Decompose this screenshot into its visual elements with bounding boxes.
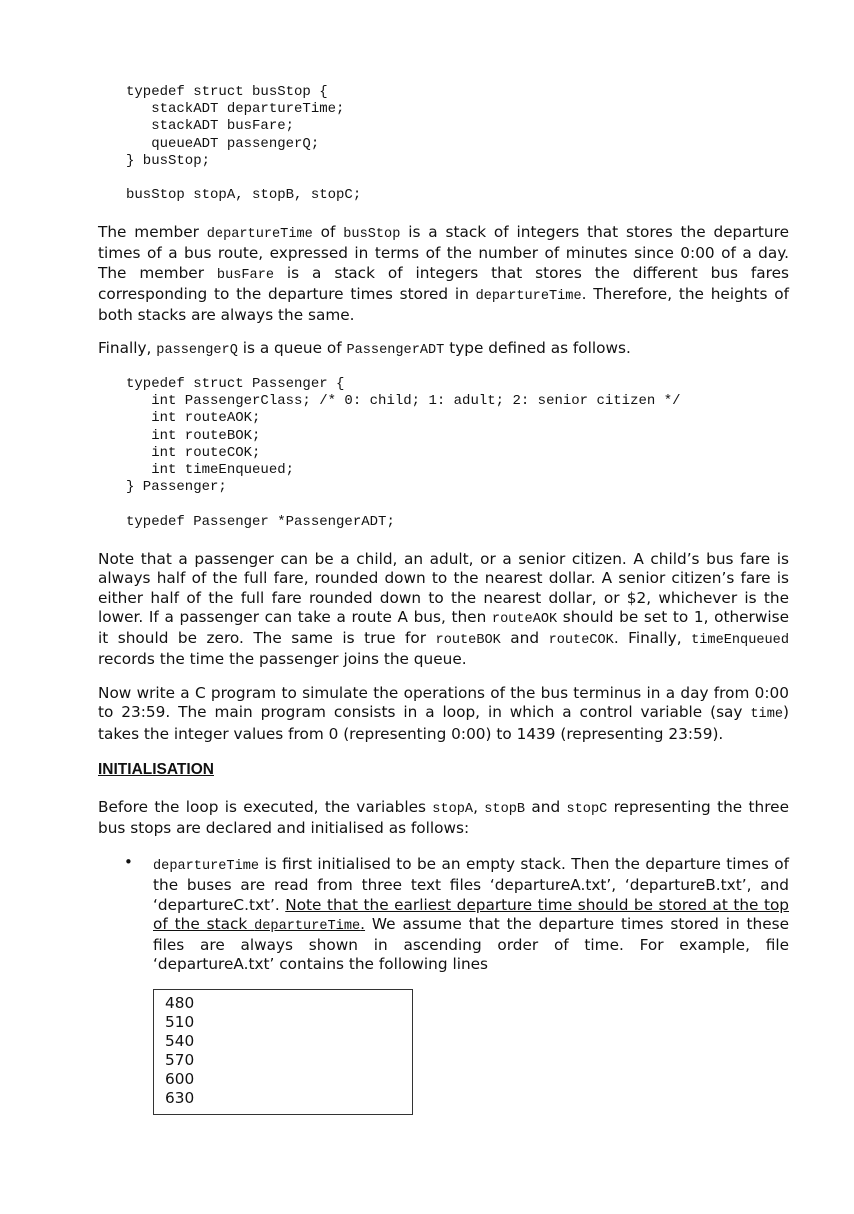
- file-line: 540: [165, 1032, 195, 1050]
- text-run: of: [312, 223, 344, 241]
- code-line: int timeEnqueued;: [126, 462, 295, 479]
- text-run: ) takes the integer values from 0 (representing 0:00) to 1439 (representing 23:59).: [98, 703, 789, 743]
- code-line: int routeBOK;: [126, 427, 261, 444]
- text-run: is a queue of: [237, 339, 347, 357]
- file-line: 600: [165, 1070, 195, 1088]
- file-line: 570: [165, 1051, 195, 1069]
- text-run: ,: [473, 798, 485, 816]
- paragraph-passenger-queue: [98, 339, 789, 360]
- text-run: records the time the passenger joins the queue.: [98, 650, 467, 669]
- file-contents-box: [153, 989, 413, 1115]
- code-line: stackADT busFare;: [126, 118, 295, 135]
- inline-code: routeAOK: [491, 611, 558, 627]
- paragraph-program-description: [98, 684, 789, 744]
- inline-code: passengerQ: [156, 343, 238, 358]
- code-line: int routeCOK;: [126, 444, 261, 461]
- text-run: The member: [98, 223, 207, 241]
- code-line: typedef struct busStop {: [126, 84, 328, 100]
- code-line: } busStop;: [126, 152, 211, 169]
- code-line: } Passenger;: [126, 479, 227, 496]
- paragraph-busstop-members: [98, 223, 789, 325]
- code-block-passenger: [126, 376, 681, 531]
- code-line: int PassengerClass; /* 0: child; 1: adult; 2: senior citizen */: [126, 393, 681, 410]
- inline-code: busFare: [216, 267, 275, 283]
- file-line: 480: [165, 994, 195, 1012]
- paragraph-initialisation-intro: [98, 798, 789, 839]
- inline-code: routeCOK: [548, 633, 614, 649]
- code-line: typedef struct Passenger {: [126, 376, 345, 392]
- text-run: representing the three bus stops are declared and initialised as follows:: [98, 798, 789, 838]
- inline-code: busStop: [343, 227, 401, 242]
- text-run: Finally,: [98, 339, 157, 357]
- section-heading-initialisation: INITIALISATION: [98, 761, 214, 778]
- text-run: should be set to 1, otherwise it should be zero. The same is true for: [98, 607, 789, 648]
- inline-code: departureTime: [254, 918, 361, 934]
- text-run: is first initialised to be an empty stack. Then the departure times of the buses are read from three text files ‘departureA.txt’, ‘departureB.txt’, and ‘departureC.txt’.: [153, 855, 789, 914]
- text-run: .: [360, 914, 366, 933]
- inline-code: time: [750, 707, 784, 723]
- text-run: Note that the earliest departure time should be stored at the top of the stack: [153, 895, 790, 933]
- text-run: We assume that the departure times stored in these files are always shown in ascending order of time. For example, file ‘departureA.txt’ contains the following lines: [153, 914, 789, 974]
- text-run: type defined as follows.: [444, 339, 631, 357]
- inline-code: PassengerADT: [346, 343, 445, 358]
- text-run: . Therefore, the heights of both stacks are always the same.: [98, 284, 789, 325]
- code-line: stackADT departureTime;: [126, 101, 345, 118]
- text-run: Note that a passenger can be a child, an adult, or a senior citizen. A child’s bus fare is always half of the full fare, rounded down to the nearest dollar. A senior citizen’s fare is either half of the full fare rounded down to the nearest dollar, or $2, whichever is the lower. If a passenger can take a route A bus, then: [98, 550, 789, 626]
- text-run: is a stack of integers that stores the departure times of a bus route, expressed in terms of the number of minutes since 0:00 of a day. The member: [98, 223, 789, 282]
- text-run: and: [500, 629, 549, 648]
- inline-code: timeEnqueued: [691, 633, 789, 649]
- bullet-marker: •: [124, 853, 133, 871]
- paragraph-passenger-notes: [98, 550, 789, 670]
- text-run: is a stack of integers that stores the different bus fares corresponding to the departure times stored in: [98, 263, 789, 303]
- file-line: 510: [165, 1013, 195, 1031]
- inline-code: departureTime: [153, 859, 260, 874]
- code-line: queueADT passengerQ;: [126, 135, 320, 152]
- inline-code: stopA: [432, 802, 474, 817]
- inline-code: routeBOK: [435, 633, 501, 649]
- text-run: . Finally,: [613, 629, 692, 648]
- file-line: 630: [165, 1089, 195, 1107]
- inline-code: stopC: [566, 802, 608, 817]
- code-line: int routeAOK;: [126, 410, 261, 427]
- text-run: Before the loop is executed, the variables: [98, 798, 433, 816]
- text-run: Now write a C program to simulate the operations of the bus terminus in a day from 0:00 to 23:59. The main program consists in a loop, in which a control variable (say: [98, 684, 789, 722]
- code-block-busstop: [126, 84, 361, 204]
- inline-code: departureTime: [475, 288, 582, 304]
- inline-code: departureTime: [206, 227, 313, 242]
- code-line: busStop stopA, stopB, stopC;: [126, 187, 362, 204]
- bullet-item-departure-time: [153, 855, 789, 975]
- text-run: and: [525, 798, 567, 816]
- inline-code: stopB: [484, 802, 526, 817]
- code-line: typedef Passenger *PassengerADT;: [126, 513, 395, 530]
